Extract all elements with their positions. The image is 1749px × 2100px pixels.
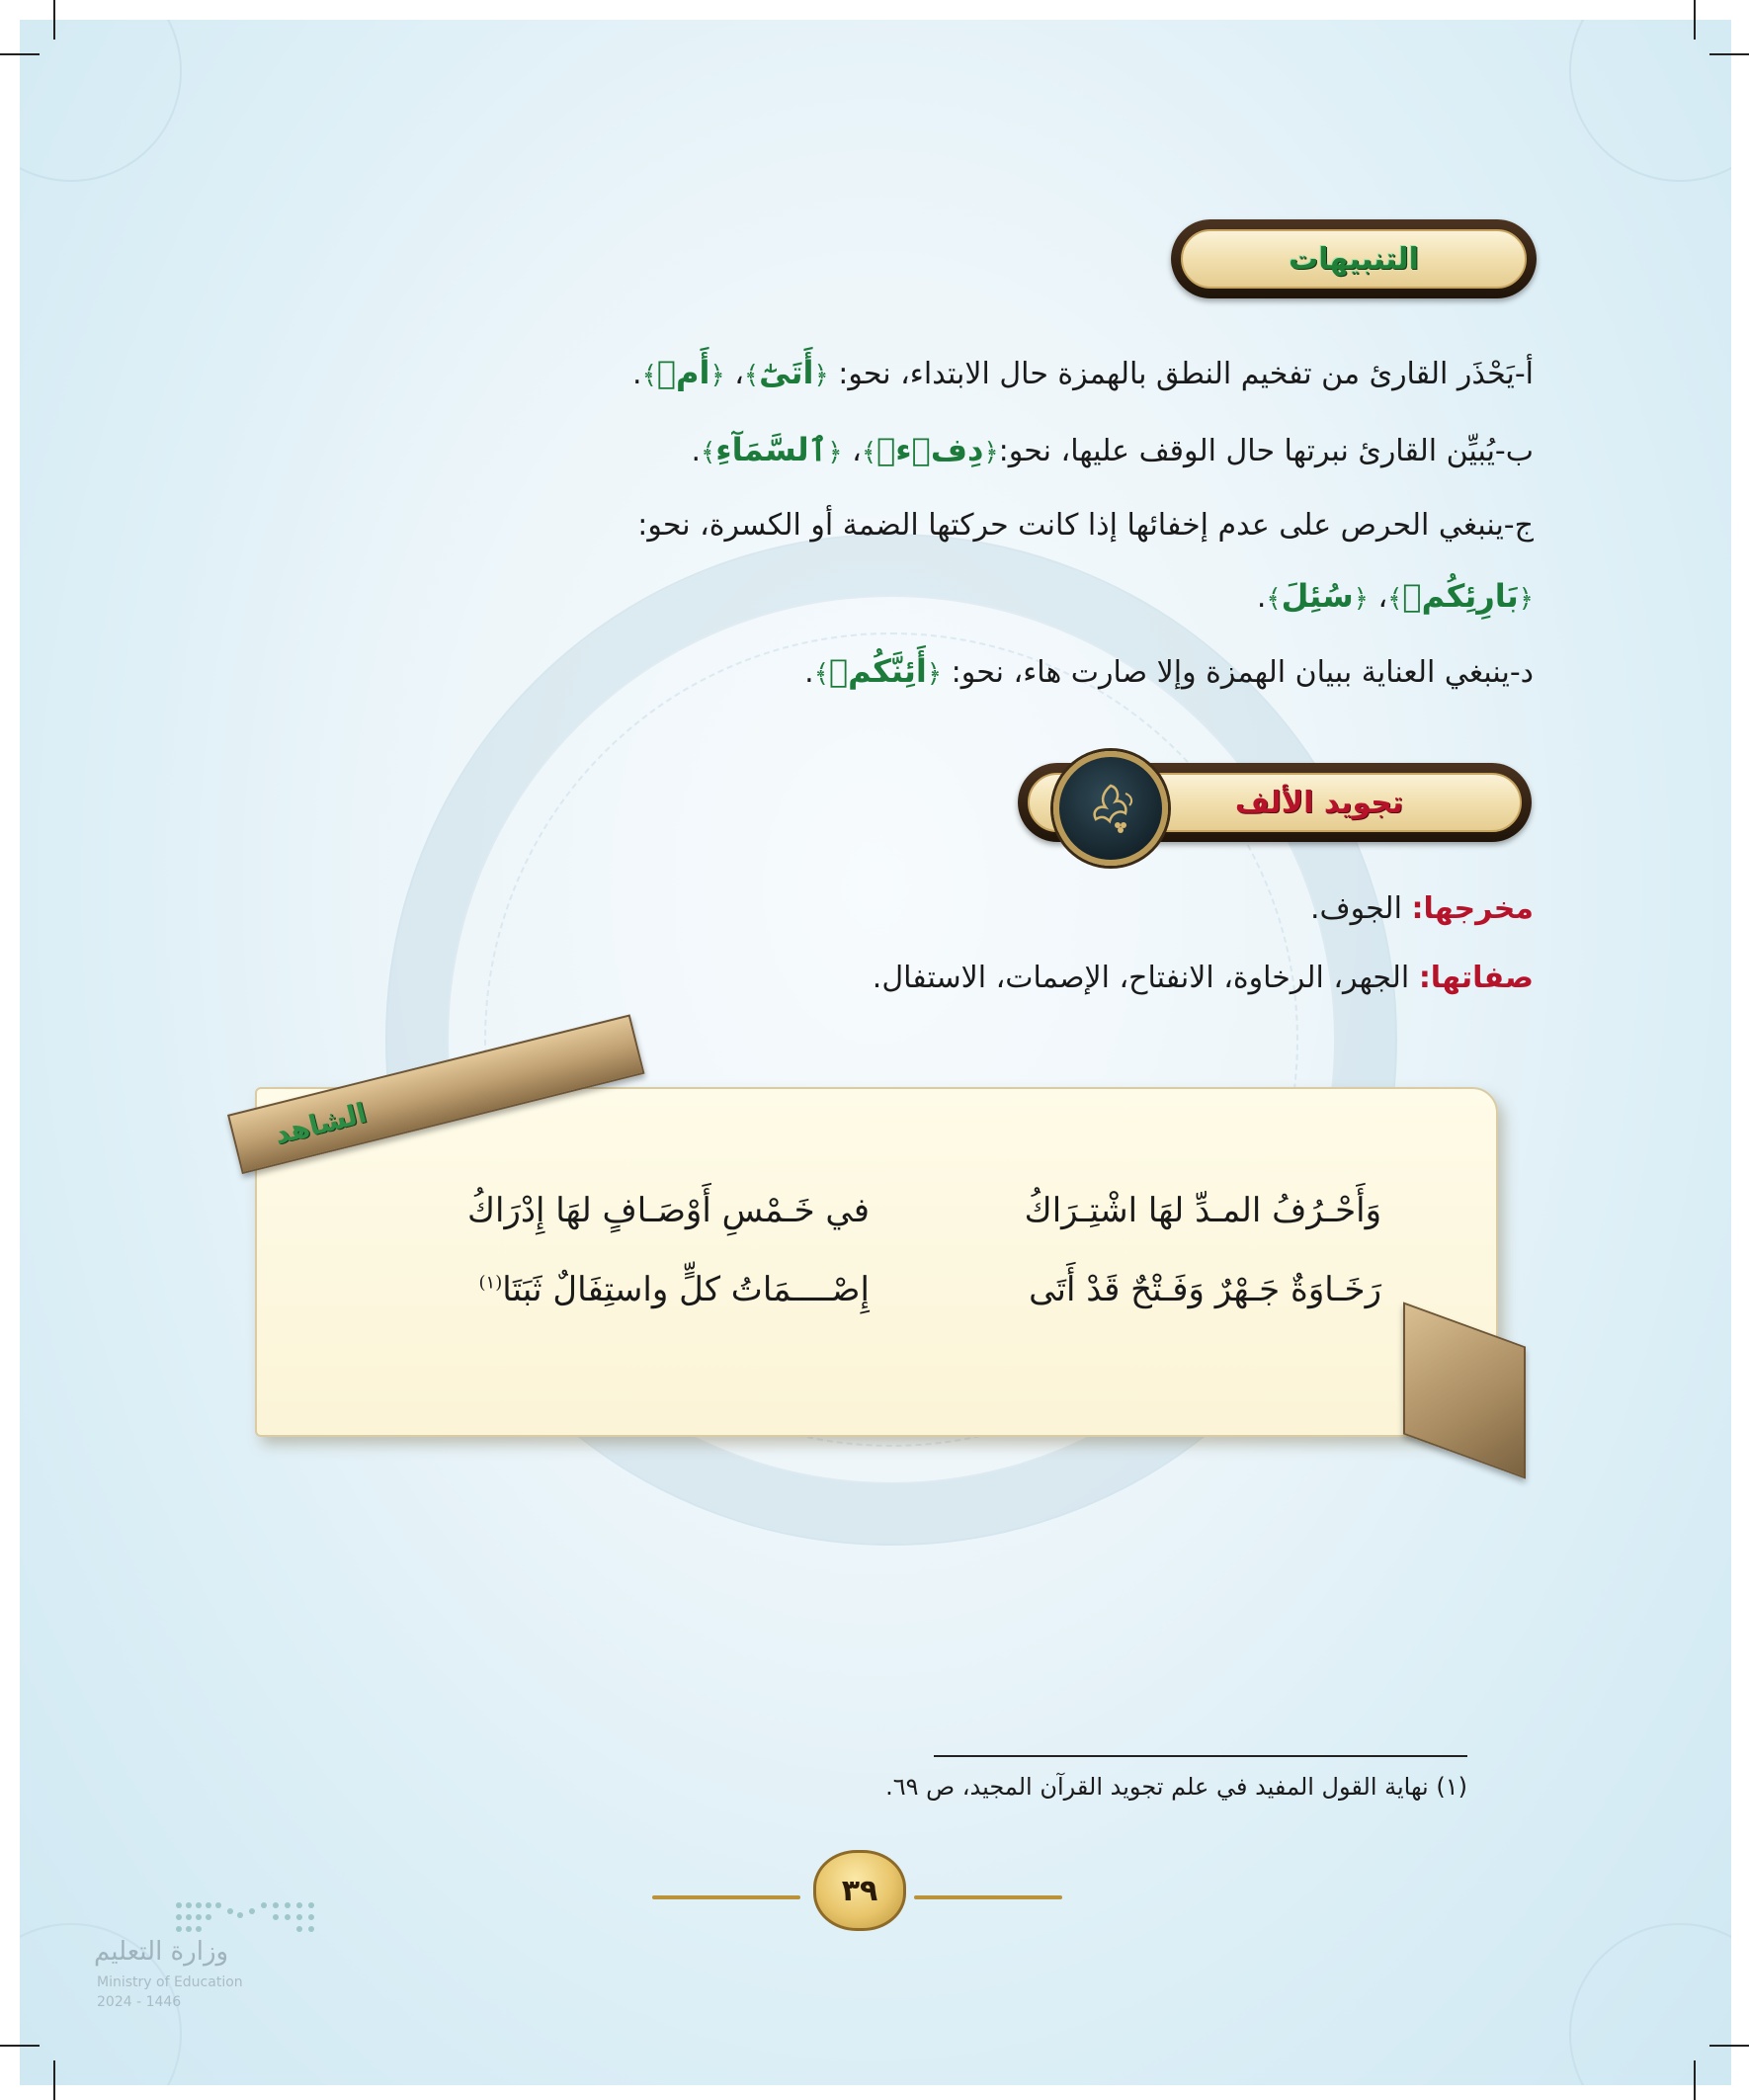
ministry-name-en: Ministry of Education [97,1974,243,1990]
note-c-line1: ج-ينبغي الحرص على عدم إخفائها إذا كانت حركتها الضمة أو الكسرة، نحو: [637,508,1534,543]
ministry-logo-icon [171,1897,319,1937]
crop-mark [53,2060,55,2100]
quran-word: أَتَىٰٓ [759,354,814,391]
quran-bracket: ﴿ [1518,584,1534,614]
ministry-year: 2024 - 1446 [97,1994,182,2010]
quran-bracket: ﴾ [861,438,877,467]
makhraj-line [1310,891,1534,926]
poem-verse-right: وَأَحْـرُفُ المـدِّ لهَا اشْتِـرَاكُ [1024,1191,1381,1230]
grape-vine-icon [1053,751,1168,866]
section-title: التنبيهات [1289,241,1419,277]
note-c-line2: ﴿بَارِئِكُمۡ﴾، ﴿سُئِلَ﴾. [1256,577,1534,615]
ministry-name-ar: وزارة التعليم [94,1937,229,1967]
page-number: ٣٩ [813,1850,906,1931]
crop-mark [1694,0,1696,40]
quran-bracket: ﴿ [827,438,843,467]
quran-bracket: ﴾ [743,361,760,390]
quran-word: أَمۡ [656,354,710,391]
makhraj-label: مخرجها: [1411,891,1534,926]
quran-bracket: ﴾ [1387,584,1403,614]
section-banner-tanbihat [1171,219,1537,298]
sifat-label: صفاتها: [1418,961,1534,995]
note-text: أ-يَحْذَر القارئ من تفخيم النطق بالهمزة حال الابتداء، نحو: [828,357,1534,391]
quran-word: ٱلسَّمَآءِ [715,431,828,468]
note-text: ب-يُبيِّن القارئ نبرتها حال الوقف عليها، نحو: [998,434,1534,468]
quran-word: دِفۡءٞ [876,431,984,468]
page-number-flourish [652,1895,800,1899]
ribbon-label: الشاهد [271,1095,371,1150]
quran-bracket: ﴿ [1353,584,1369,614]
note-text: د-ينبغي العناية ببيان الهمزة وإلا صارت هاء، نحو: [942,655,1534,690]
poem-box [255,1087,1498,1437]
sifat-line [873,961,1534,995]
sifat-value: الجهر، الرخاوة، الانفتاح، الإصمات، الاستفال. [872,961,1419,995]
crop-mark [53,0,55,40]
quran-bracket: ﴾ [1266,584,1282,614]
poem-verse-left: إِصْــــمَاتُ كلٍّ واستِفَالٌ ثَبَتَا$^{(١)}$ [478,1270,870,1309]
quran-bracket: ﴾ [701,438,716,467]
quran-word: أَئِنَّكُمۡ [828,652,927,690]
quran-word: بَارِئِكُمۡ [1402,577,1519,615]
crop-mark [0,2045,40,2047]
quran-bracket: ﴿ [983,438,999,467]
footnote: (١) نهاية القول المفيد في علم تجويد القرآن المجيد، ص ٦٩. [885,1773,1467,1801]
book-page [20,20,1731,2085]
poem-verse-right: رَخَـاوَةٌ جَـهْرٌ وَفَـتْحٌ قَدْ أَتَى [1029,1270,1381,1309]
quran-bracket: ﴾ [641,361,657,390]
note-b: ب-يُبيِّن القارئ نبرتها حال الوقف عليها، نحو:﴿دِفۡءٞ﴾، ﴿ٱلسَّمَآءِ﴾. [691,431,1534,468]
footnote-rule [934,1755,1467,1757]
note-a: أ-يَحْذَر القارئ من تفخيم النطق بالهمزة حال الابتداء، نحو: ﴿أَتَىٰٓ﴾، ﴿أَمۡ﴾. [632,354,1534,391]
quran-word: سُئِلَ [1281,577,1354,615]
crop-mark [1694,2060,1696,2100]
footnote-marker: (١) [478,1272,503,1294]
poem-verse-left: في خَـمْسِ أَوْصَـافٍ لهَا إِدْرَاكُ [467,1191,870,1230]
note-d: د-ينبغي العناية ببيان الهمزة وإلا صارت هاء، نحو: ﴿أَئِنَّكُمۡ﴾. [804,652,1534,690]
corner-ornament [1569,1923,1731,2085]
section-title: تجويد الألف [1234,785,1404,820]
quran-bracket: ﴿ [709,361,725,390]
crop-mark [1709,53,1749,55]
crop-mark [1709,2045,1749,2047]
crop-mark [0,53,40,55]
quran-bracket: ﴿ [813,361,829,390]
page-number-flourish [914,1895,1062,1899]
quran-bracket: ﴾ [813,659,829,689]
quran-bracket: ﴿ [926,659,943,689]
corner-ornament [20,20,182,182]
makhraj-value: الجوف. [1309,891,1412,926]
corner-ornament [1569,20,1731,182]
